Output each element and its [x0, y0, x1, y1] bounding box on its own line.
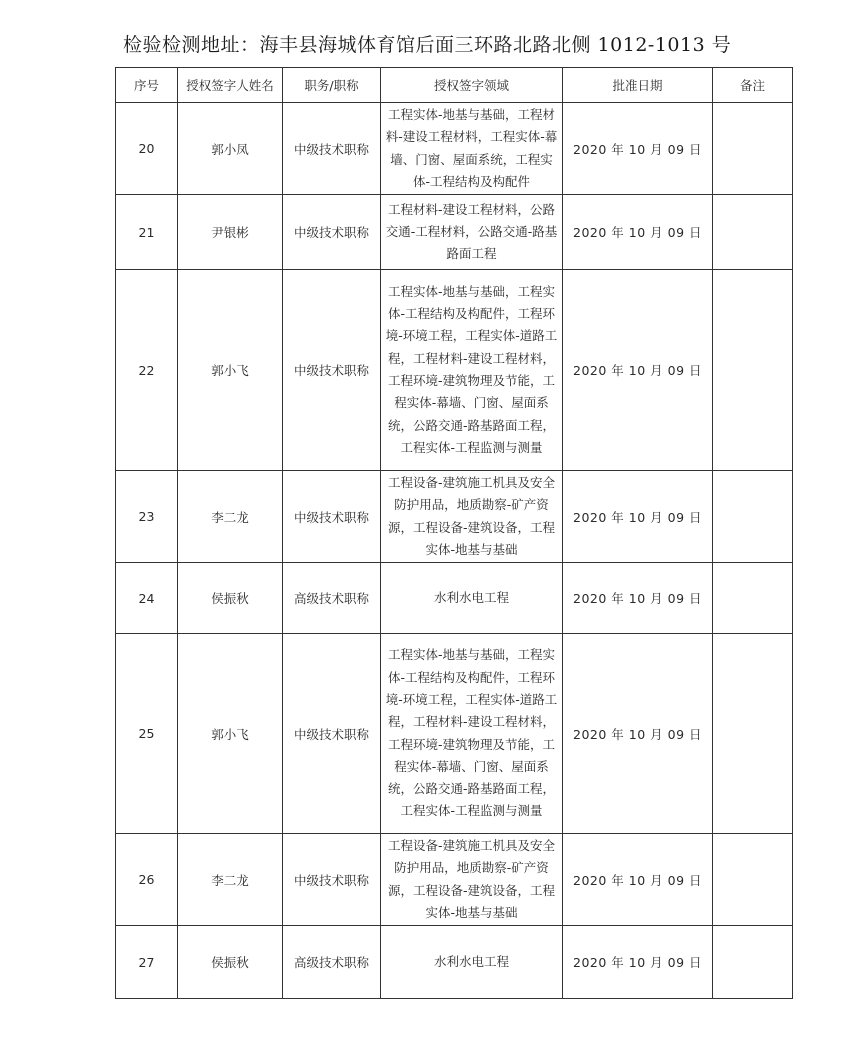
column-header-date: 批准日期 [563, 68, 713, 103]
table-row [116, 471, 793, 563]
cell-number: 23 [116, 471, 178, 563]
cell-title: 中级技术职称 [283, 103, 381, 195]
table-row [116, 926, 793, 999]
cell-scope: 工程设备-建筑施工机具及安全防护用品，地质勘察-矿产资源，工程设备-建筑设备，工程实体-地基与基础 [381, 471, 563, 563]
cell-title: 中级技术职称 [283, 834, 381, 926]
table-row [116, 634, 793, 834]
column-header-name: 授权签字人姓名 [178, 68, 283, 103]
cell-title: 高级技术职称 [283, 563, 381, 634]
cell-date: 2020 年 10 月 09 日 [563, 563, 713, 634]
document-header [123, 30, 731, 57]
address-value: 海丰县海城体育馆后面三环路北路北侧 1012-1013 号 [259, 34, 732, 56]
cell-remark [713, 563, 793, 634]
column-header-scope: 授权签字领域 [381, 68, 563, 103]
signatory-table [115, 67, 793, 999]
column-header-title: 职务/职称 [283, 68, 381, 103]
cell-title: 中级技术职称 [283, 471, 381, 563]
cell-date: 2020 年 10 月 09 日 [563, 471, 713, 563]
cell-title: 高级技术职称 [283, 926, 381, 999]
cell-scope: 水利水电工程 [381, 563, 563, 634]
cell-scope: 工程实体-地基与基础，工程实体-工程结构及构配件，工程环境-环境工程，工程实体-道路工程，工程材料-建设工程材料，工程环境-建筑物理及节能，工程实体-幕墙、门窗、屋面系统，公路交通-路基路面工程，工程实体-工程监测与测量 [381, 270, 563, 471]
table-row [116, 195, 793, 270]
cell-scope: 工程实体-地基与基础，工程实体-工程结构及构配件，工程环境-环境工程，工程实体-道路工程，工程材料-建设工程材料，工程环境-建筑物理及节能，工程实体-幕墙、门窗、屋面系统，公路交通-路基路面工程，工程实体-工程监测与测量 [381, 634, 563, 834]
table-row [116, 103, 793, 195]
cell-scope: 工程实体-地基与基础，工程材料-建设工程材料，工程实体-幕墙、门窗、屋面系统，工程实体-工程结构及构配件 [381, 103, 563, 195]
column-header-remark: 备注 [713, 68, 793, 103]
cell-remark [713, 103, 793, 195]
cell-date: 2020 年 10 月 09 日 [563, 270, 713, 471]
cell-date: 2020 年 10 月 09 日 [563, 103, 713, 195]
cell-name: 郭小飞 [178, 270, 283, 471]
cell-date: 2020 年 10 月 09 日 [563, 926, 713, 999]
cell-name: 郭小凤 [178, 103, 283, 195]
cell-date: 2020 年 10 月 09 日 [563, 195, 713, 270]
cell-name: 郭小飞 [178, 634, 283, 834]
cell-remark [713, 195, 793, 270]
cell-remark [713, 270, 793, 471]
address-label: 检验检测地址： [123, 34, 260, 56]
cell-name: 侯振秋 [178, 926, 283, 999]
cell-scope: 工程材料-建设工程材料，公路交通-工程材料，公路交通-路基路面工程 [381, 195, 563, 270]
cell-number: 25 [116, 634, 178, 834]
cell-number: 24 [116, 563, 178, 634]
cell-name: 李二龙 [178, 471, 283, 563]
table-row [116, 563, 793, 634]
cell-number: 21 [116, 195, 178, 270]
table-header-row [116, 68, 793, 103]
cell-name: 尹银彬 [178, 195, 283, 270]
cell-number: 26 [116, 834, 178, 926]
cell-remark [713, 471, 793, 563]
cell-remark [713, 634, 793, 834]
cell-title: 中级技术职称 [283, 195, 381, 270]
cell-name: 李二龙 [178, 834, 283, 926]
cell-remark [713, 926, 793, 999]
cell-title: 中级技术职称 [283, 270, 381, 471]
cell-scope: 水利水电工程 [381, 926, 563, 999]
cell-number: 20 [116, 103, 178, 195]
cell-date: 2020 年 10 月 09 日 [563, 834, 713, 926]
cell-number: 22 [116, 270, 178, 471]
table-row [116, 270, 793, 471]
column-header-number: 序号 [116, 68, 178, 103]
cell-date: 2020 年 10 月 09 日 [563, 634, 713, 834]
cell-title: 中级技术职称 [283, 634, 381, 834]
cell-scope: 工程设备-建筑施工机具及安全防护用品，地质勘察-矿产资源，工程设备-建筑设备，工程实体-地基与基础 [381, 834, 563, 926]
cell-remark [713, 834, 793, 926]
cell-name: 侯振秋 [178, 563, 283, 634]
cell-number: 27 [116, 926, 178, 999]
table-row [116, 834, 793, 926]
